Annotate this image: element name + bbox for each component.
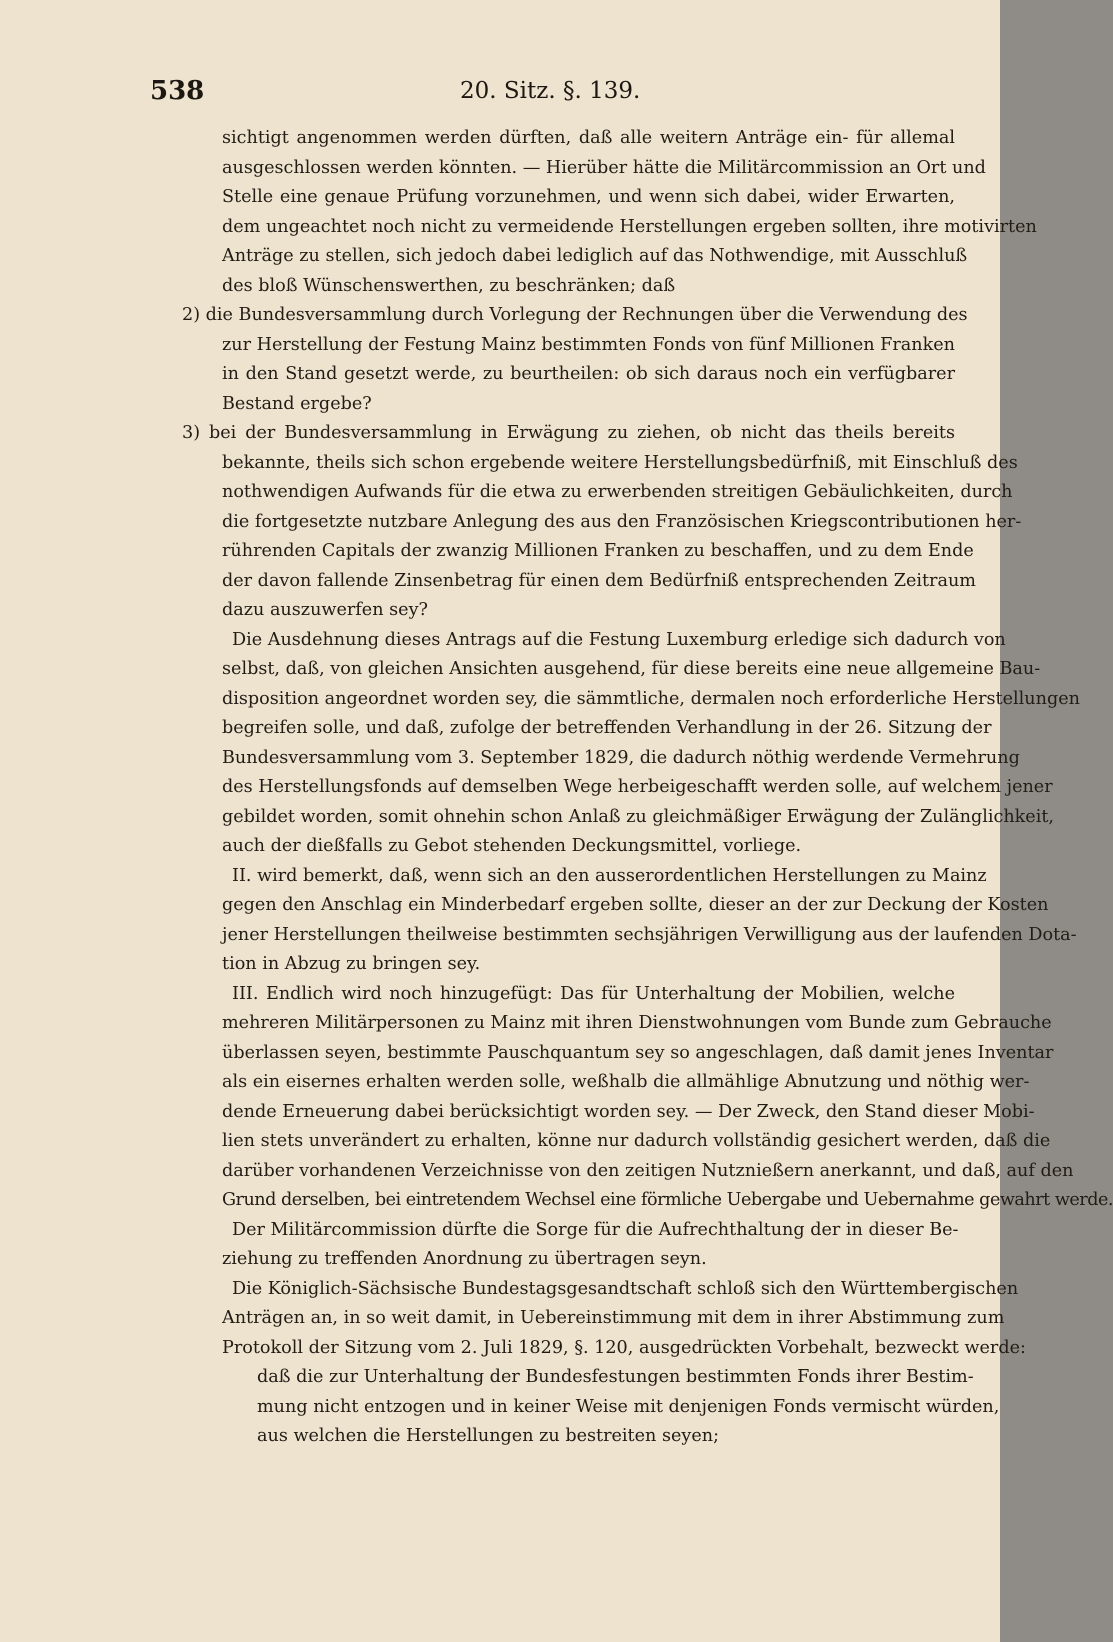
text-line: Anträgen an, in so weit damit, in Uebereinstimmung mit dem in ihrer Abstimmung zum <box>222 1308 1005 1328</box>
paragraph-start-line: Die Königlich-Sächsische Bundestagsgesandtschaft schloß sich den Württembergischen <box>232 1278 1019 1299</box>
paragraph-start-line: III. Endlich wird noch hinzugefügt: Das für Unterhaltung der Mobilien, welche <box>232 983 955 1004</box>
text-line: Bestand ergebe? <box>222 393 372 414</box>
text-line: selbst, daß, von gleichen Ansichten ausgehend, für diese bereits eine neue allgemeine Bau- <box>222 659 1041 679</box>
quoted-block-line: mung nicht entzogen und in keiner Weise mit denjenigen Fonds vermischt würden, <box>257 1396 1000 1417</box>
text-line: Protokoll der Sitzung vom 2. Juli 1829, §. 120, ausgedrückten Vorbehalt, bezweckt werde: <box>222 1337 1026 1358</box>
text-line: nothwendigen Aufwands für die etwa zu erwerbenden streitigen Gebäulichkeiten, durch <box>222 482 1013 502</box>
list-item-3-line: 3) bei der Bundesversammlung in Erwägung zu ziehen, ob nicht das theils bereits <box>182 423 955 443</box>
text-line: gebildet worden, somit ohnehin schon Anlaß zu gleichmäßiger Erwägung der Zulänglichkeit, <box>222 806 1055 827</box>
text-line: sichtigt angenommen werden dürften, daß alle weitern Anträge ein- für allemal <box>222 128 955 148</box>
text-line: bekannte, theils sich schon ergebende weitere Herstellungsbedürfniß, mit Einschluß des <box>222 452 1018 473</box>
text-line: des Herstellungsfonds auf demselben Wege herbeigeschafft werden solle, auf welchem jener <box>222 777 1053 797</box>
text-line: dende Erneuerung dabei berücksichtigt worden sey. — Der Zweck, den Stand dieser Mobi- <box>222 1101 1035 1122</box>
list-item-2-line: 2) die Bundesversammlung durch Vorlegung der Rechnungen über die Verwendung des <box>182 305 968 325</box>
paragraph-start-line: Der Militärcommission dürfte die Sorge für die Aufrechthaltung der in dieser Be- <box>232 1219 959 1240</box>
paragraph-start-line: Die Ausdehnung dieses Antrags auf die Festung Luxemburg erledige sich dadurch von <box>232 629 1006 650</box>
text-line: die fortgesetzte nutzbare Anlegung des aus den Französischen Kriegscontributionen her- <box>222 511 1022 532</box>
text-line: jener Herstellungen theilweise bestimmten sechsjährigen Verwilligung aus der laufenden Dota- <box>222 924 1077 945</box>
page-number: 538 <box>150 76 205 106</box>
text-line: dem ungeachtet noch nicht zu vermeidende Herstellungen ergeben sollten, ihre motivirten <box>222 216 1037 237</box>
text-line: auch der dießfalls zu Gebot stehenden Deckungsmittel, vorliege. <box>222 836 802 856</box>
text-line: darüber vorhandenen Verzeichnisse von den zeitigen Nutznießern anerkannt, und daß, auf den <box>222 1160 1074 1181</box>
text-line: in den Stand gesetzt werde, zu beurtheilen: ob sich daraus noch ein verfügbarer <box>222 364 955 384</box>
text-line: ausgeschlossen werden könnten. — Hierüber hätte die Militärcommission an Ort und <box>222 157 986 178</box>
text-line: überlassen seyen, bestimmte Pauschquantum sey so angeschlagen, daß damit jenes Inventar <box>222 1042 1054 1063</box>
text-line: Grund derselben, bei eintretendem Wechsel eine förmliche Uebergabe und Uebernahme gewahrt werde. <box>222 1190 1113 1210</box>
text-line: Stelle eine genaue Prüfung vorzunehmen, und wenn sich dabei, wider Erwarten, <box>222 187 955 207</box>
text-line: dazu auszuwerfen sey? <box>222 600 428 620</box>
text-line: lien stets unverändert zu erhalten, könne nur dadurch vollständig gesichert werden, daß die <box>222 1131 1051 1151</box>
text-line: der davon fallende Zinsenbetrag für einen dem Bedürfniß entsprechenden Zeitraum <box>222 570 976 591</box>
text-line: ziehung zu treffenden Anordnung zu übertragen seyn. <box>222 1249 707 1269</box>
quoted-block-line: daß die zur Unterhaltung der Bundesfestungen bestimmten Fonds ihrer Bestim- <box>257 1367 974 1387</box>
text-line: als ein eisernes erhalten werden solle, weßhalb die allmählige Abnutzung und nöthig wer- <box>222 1072 1030 1092</box>
running-head: 20. Sitz. §. 139. <box>460 78 641 104</box>
text-line: tion in Abzug zu bringen sey. <box>222 954 481 974</box>
text-line: gegen den Anschlag ein Minderbedarf ergeben sollte, dieser an der zur Deckung der Kosten <box>222 895 1049 915</box>
page-header <box>150 76 950 110</box>
text-line: Anträge zu stellen, sich jedoch dabei lediglich auf das Nothwendige, mit Ausschluß <box>222 246 968 266</box>
text-line: disposition angeordnet worden sey, die sämmtliche, dermalen noch erforderliche Herstellungen <box>222 688 1080 709</box>
paragraph-start-line: II. wird bemerkt, daß, wenn sich an den ausserordentlichen Herstellungen zu Mainz <box>232 865 987 886</box>
text-line: Bundesversammlung vom 3. September 1829, die dadurch nöthig werdende Vermehrung <box>222 747 1020 768</box>
text-line: des bloß Wünschenswerthen, zu beschränken; daß <box>222 275 676 296</box>
quoted-block-line: aus welchen die Herstellungen zu bestreiten seyen; <box>257 1426 720 1446</box>
text-line: rührenden Capitals der zwanzig Millionen Franken zu beschaffen, und zu dem Ende <box>222 541 974 561</box>
text-line: zur Herstellung der Festung Mainz bestimmten Fonds von fünf Millionen Franken <box>222 334 955 355</box>
body-text <box>182 124 1113 1452</box>
text-line: mehreren Militärpersonen zu Mainz mit ihren Dienstwohnungen vom Bunde zum Gebrauche <box>222 1013 1052 1033</box>
text-line: begreifen solle, und daß, zufolge der betreffenden Verhandlung in der 26. Sitzung der <box>222 718 992 738</box>
